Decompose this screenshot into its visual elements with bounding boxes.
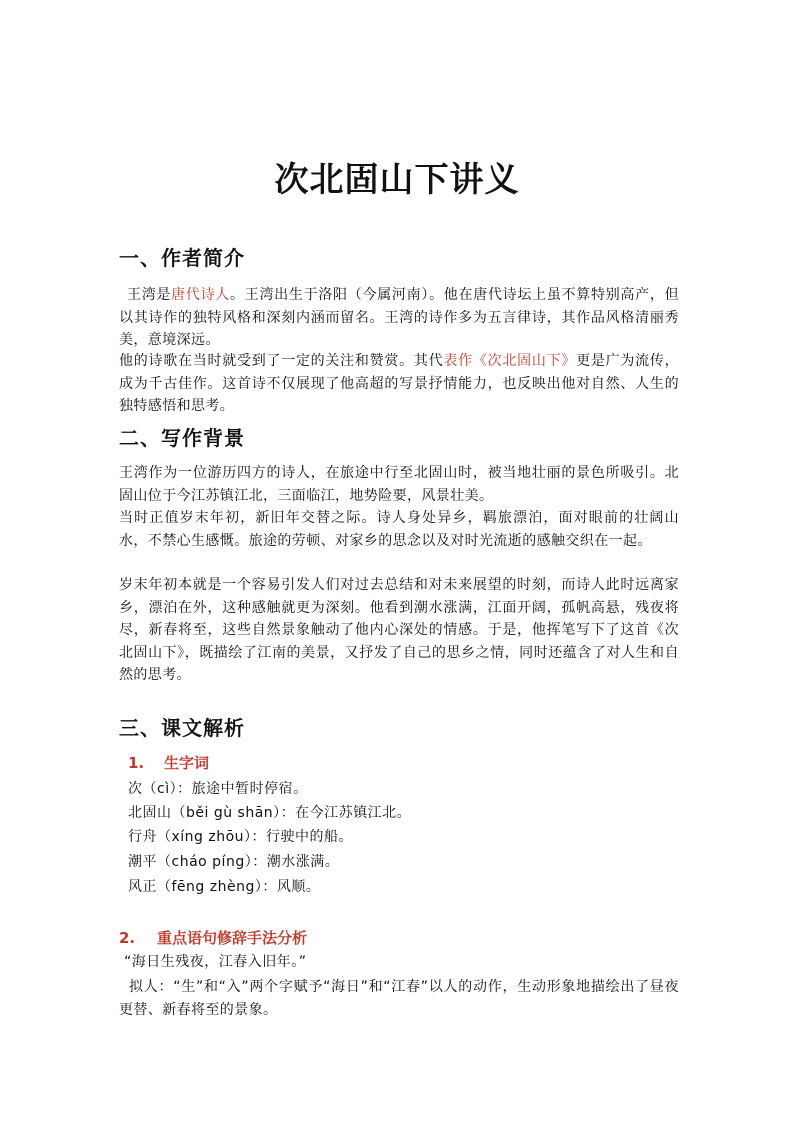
subheading-vocab xyxy=(128,751,209,775)
background-paragraph-3: 岁末年初本就是一个容易引发人们对过去总结和对未来展望的时刻，而诗人此时远离家乡，漂泊在外，这种感触就更为深刻。他看到潮水涨满，江面开阔，孤帆高悬，残夜将尽，新春将至，这些自然景象触动了他内心深处的情感。于是，他挥笔写下了这首《次北固山下》，既描绘了江南的美景，又抒发了自己的思乡之情，同时还蕴含了对人生和自然的思考。 xyxy=(119,577,679,683)
subheading-vocab-label: 生字词 xyxy=(164,754,210,772)
background-paragraph-2: 当时正值岁末年初，新旧年交替之际。诗人身处异乡，羁旅漂泊，面对眼前的壮阔山水，不禁心生感慨。旅途的劳顿、对家乡的思念以及对时光流逝的感触交织在一起。 xyxy=(119,510,679,549)
vocab-item: 潮平（cháo píng）：潮水涨满。 xyxy=(128,854,340,870)
author-p2-highlight: 表作《次北固山下》 xyxy=(443,353,577,369)
subheading-rhetoric xyxy=(119,926,307,950)
subheading-vocab-number: 1. xyxy=(128,754,145,772)
section-heading-analysis: 三、课文解析 xyxy=(119,716,245,740)
section-heading-author: 一、作者简介 xyxy=(119,246,245,270)
author-paragraph-2 xyxy=(119,350,679,418)
author-p1-highlight: 唐代诗人 xyxy=(171,287,231,303)
vocab-item: 风正（fēng zhèng）：风顺。 xyxy=(128,879,321,895)
background-paragraph-1: 王湾作为一位游历四方的诗人，在旅途中行至北固山时，被当地壮丽的景色所吸引。北固山位于今江苏镇江北，三面临江，地势险要，风景壮美。 xyxy=(119,465,679,504)
page-title: 次北固山下讲义 xyxy=(274,160,520,200)
vocab-item: 北固山（běi gù shān）：在今江苏镇江北。 xyxy=(128,805,412,821)
author-paragraph-1 xyxy=(119,284,679,352)
key-quote: “海日生残夜，江春入旧年。” xyxy=(124,954,307,970)
author-p2-text-b: 更是广为流传，成为千古佳作。这首诗不仅展现了他高超的写景抒情能力，也反映出他对自然、人生的独特感悟和思考。 xyxy=(119,353,679,414)
subheading-rhetoric-label: 重点语句修辞手法分析 xyxy=(157,929,308,947)
vocab-item: 行舟（xíng zhōu）：行驶中的船。 xyxy=(128,829,354,845)
author-p2-text-a: 他的诗歌在当时就受到了一定的关注和赞赏。其代 xyxy=(119,353,444,369)
section-heading-background: 二、写作背景 xyxy=(119,426,245,450)
rhetoric-explanation: 拟人：“生”和“入”两个字赋予“海日”和“江春”以人的动作，生动形象地描绘出了昼夜更替、新春将至的景象。 xyxy=(119,979,679,1018)
author-p1-text-b: 。王湾出生于洛阳（今属河南）。他在唐代诗坛上虽不算特别高产，但以其诗作的独特风格和深刻内涵而留名。王湾的诗作多为五言律诗，其作品风格清丽秀美，意境深远。 xyxy=(119,287,679,348)
author-p1-text-a: 王湾是 xyxy=(127,287,172,303)
vocab-item: 次（cì）：旅途中暂时停宿。 xyxy=(128,781,308,797)
subheading-rhetoric-number: 2. xyxy=(119,929,136,947)
